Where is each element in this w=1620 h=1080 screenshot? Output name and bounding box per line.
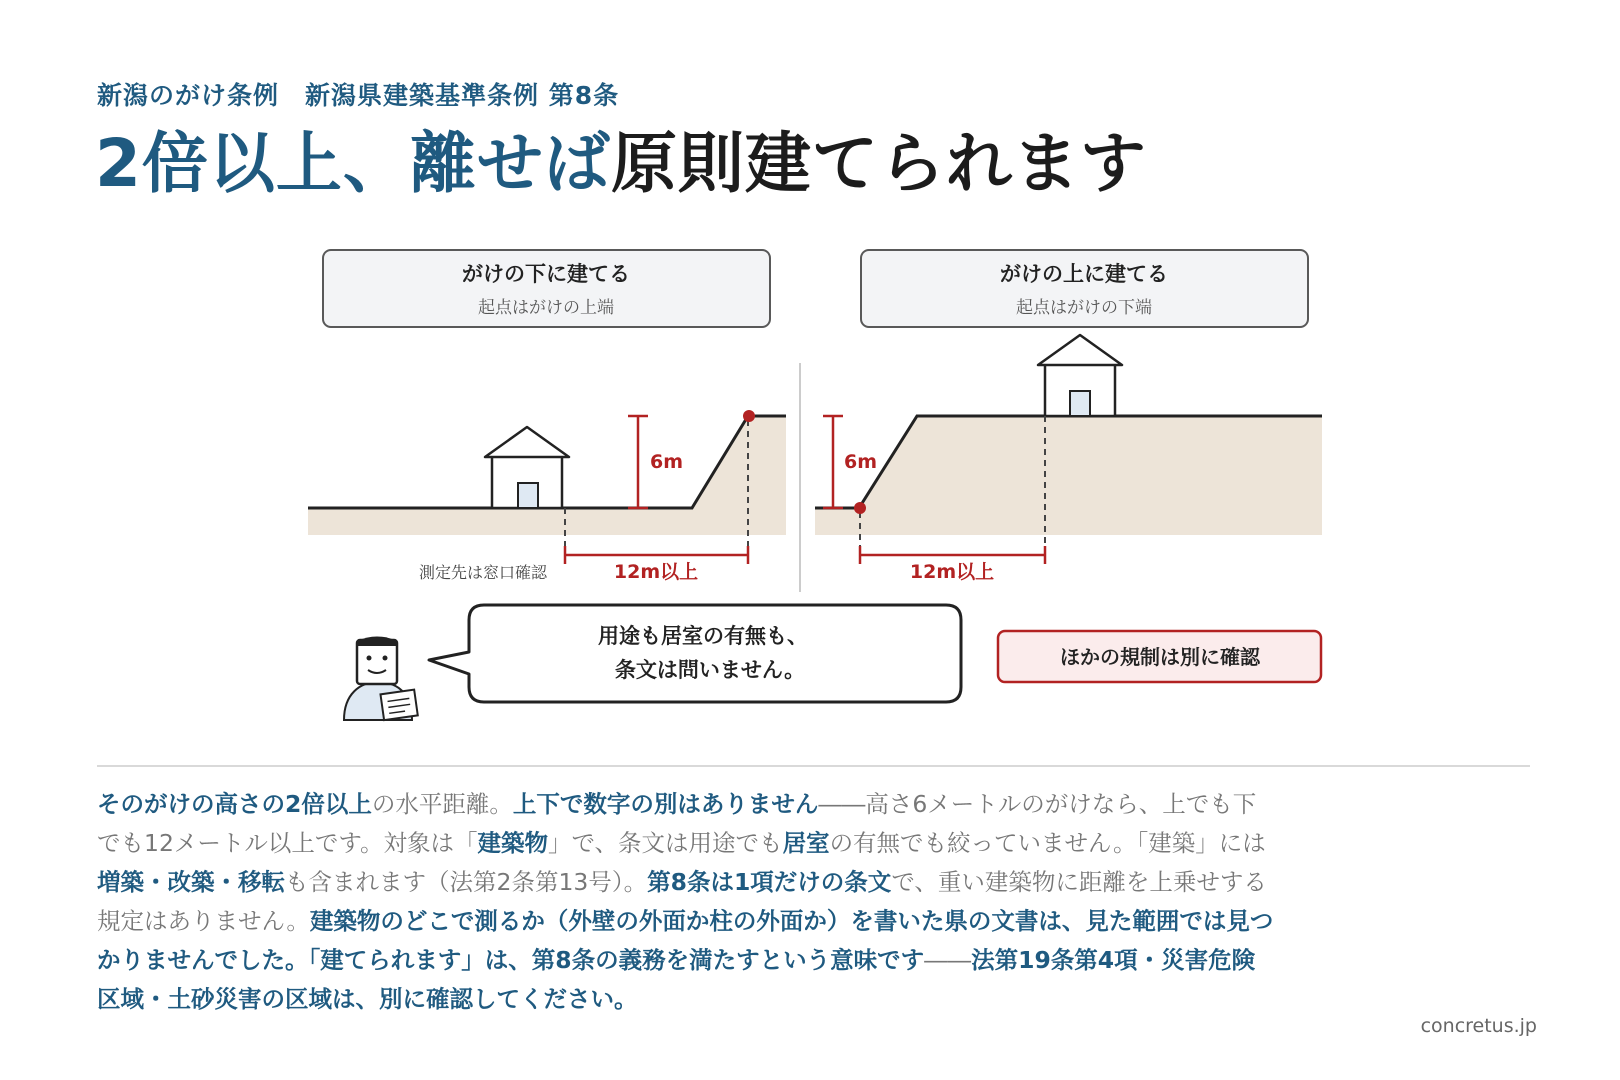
body-text-segment: ―― (924, 946, 972, 974)
body-text-segment: も含まれます（法第2条第13号）。 (285, 868, 648, 896)
body-emphasis: 法第19条第4項・災害危険区域・土砂災害の区域は、別に確認してください。 (97, 946, 1256, 1013)
measurement-note: 測定先は窓口確認 (418, 563, 548, 582)
left-height-marker (628, 416, 648, 508)
body-text-segment: 」で、条文は用途でも (548, 829, 783, 857)
right-panel-title: がけの上に建てる (1000, 262, 1168, 286)
right-house-icon (1038, 335, 1122, 416)
title-rest: 原則建てられます (610, 125, 1147, 202)
body-text-segment: の水平距離。 (371, 790, 513, 818)
right-height-label: 6m (844, 451, 878, 473)
body-emphasis: 増築・改築・移転 (97, 868, 285, 896)
speech-line-1: 用途も居室の有無も、 (598, 624, 808, 648)
speech-line-2: 条文は問いません。 (614, 658, 806, 682)
body-emphasis: そのがけの高さの2倍以上 (97, 790, 372, 818)
body-emphasis: 建築物 (477, 829, 549, 857)
body-emphasis: 居室 (782, 829, 830, 857)
site-credit: concretus.jp (1420, 1015, 1537, 1037)
left-distance-label: 12m以上 (613, 561, 699, 583)
speech-bubble (429, 605, 961, 702)
right-distance-label: 12m以上 (909, 561, 995, 583)
body-emphasis: 上下で数字の別はありません (512, 790, 819, 818)
body-text-segment: で、重い建築物に距離を上乗せする規定はありません。 (97, 868, 1267, 935)
warning-text: ほかの規制は別に確認 (1060, 645, 1260, 669)
right-height-marker (823, 416, 843, 508)
body-emphasis: 第8条は1項だけの条文 (647, 868, 892, 896)
section-divider (97, 765, 1530, 767)
body-text-segment: の有無でも絞っていません。「建築」には (829, 829, 1266, 857)
body-paragraph (97, 785, 1277, 1019)
left-panel-title: がけの下に建てる (462, 262, 630, 286)
right-ground (815, 416, 1322, 535)
title-highlight: 2倍以上、離せば (95, 125, 611, 202)
left-height-label: 6m (650, 451, 684, 473)
right-start-point (854, 502, 866, 514)
left-panel-subtitle: 起点はがけの上端 (478, 298, 614, 318)
left-start-point (743, 410, 755, 422)
right-panel-subtitle: 起点はがけの下端 (1016, 298, 1152, 318)
person-avatar-icon (344, 637, 418, 721)
body-emphasis: 建築物のどこで測るか（外壁の外面か柱の外面か）を書いた県の文書は、見た範囲では見つかりませんでした。「建てられます」は、第8条の義務を満たすという意味です (97, 907, 1274, 974)
page-subtitle: 新潟のがけ条例 新潟県建築基準条例 第8条 (97, 81, 620, 110)
body-text-segment: ――高さ6メートルのがけなら、上でも下でも12メートル以上です。対象は「 (97, 790, 1257, 857)
left-house-icon (485, 427, 569, 508)
